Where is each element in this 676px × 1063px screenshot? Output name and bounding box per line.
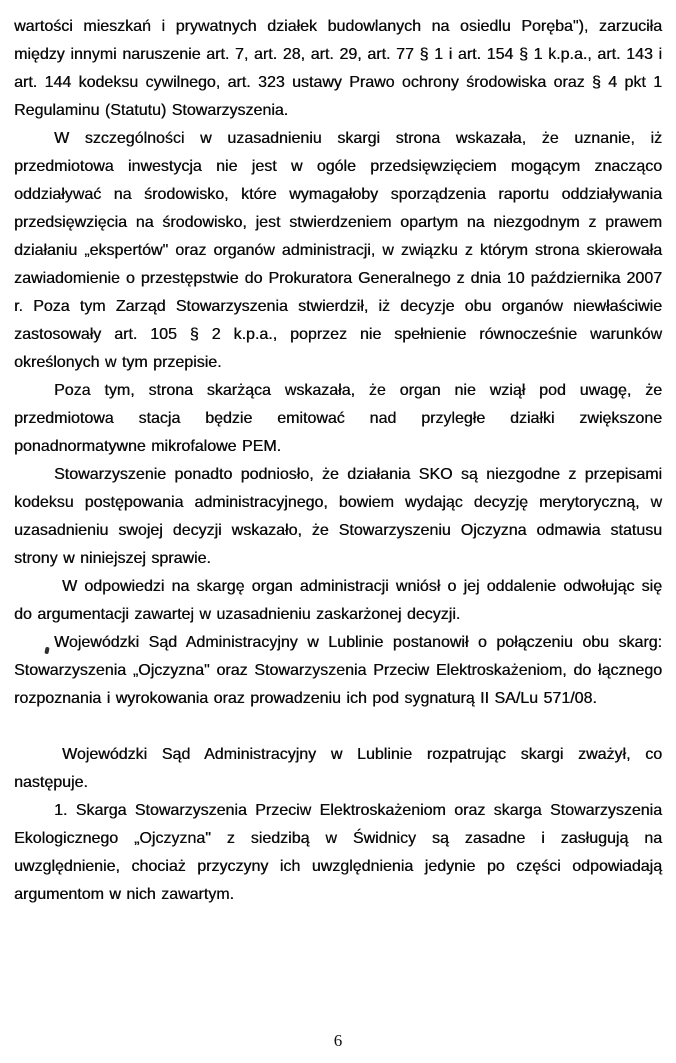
paragraph: Stowarzyszenie ponadto podniosło, że działania SKO są niezgodne z przepisami kodeksu postępowania administracyjnego, bowiem wydając decyzję merytoryczną, w uzasadnieniu swojej decyzji wskazało, że Stowarzyszeniu Ojczyzna odmawia statusu strony w niniejszej sprawie.: [14, 466, 662, 567]
page-number: 6: [333, 1031, 343, 1050]
paragraph-numbered-item-1: 1. Skarga Stowarzyszenia Przeciw Elektroskażeniom oraz skarga Stowarzyszenia Ekologicznego „Ojczyzna" z siedzibą w Świdnicy są zasadne i zasługują na uwzględnienie, chociaż przyczyny ich uwzględnienia jedynie po części odpowiadają argumentom w nich zawartym.: [14, 802, 662, 903]
judgment-body-text: [14, 13, 662, 909]
paragraph-court-considered: Wojewódzki Sąd Administracyjny w Lublinie rozpatrując skargi zważył, co następuje.: [14, 746, 662, 791]
paragraph: W odpowiedzi na skargę organ administracji wniósł o jej oddalenie odwołując się do argumentacji zawartej w uzasadnieniu zaskarżonej decyzji.: [14, 578, 662, 623]
paragraph: Wojewódzki Sąd Administracyjny w Lublinie postanowił o połączeniu obu skarg: Stowarzyszenia „Ojczyzna" oraz Stowarzyszenia Przeciw Elektroskażeniom, do łącznego rozpoznania i wyrokowania oraz prowadzeniu ich pod sygnaturą II SA/Lu 571/08.: [14, 634, 662, 707]
paragraph: W szczególności w uzasadnieniu skargi strona wskazała, że uznanie, iż przedmiotowa inwestycja nie jest w ogóle przedsięwzięciem mogącym znacząco oddziaływać na środowisko, które wymagałoby sporządzenia raportu oddziaływania przedsięwzięcia na środowisko, jest stwierdzeniem opartym na niezgodnym z prawem działaniu „ekspertów" oraz organów administracji, w związku z którym strona skierowała zawiadomienie o przestępstwie do Prokuratora Generalnego z dnia 10 października 2007 r. Poza tym Zarząd Stowarzyszenia stwierdził, iż decyzje obu organów niewłaściwie zastosowały art. 105 § 2 k.p.a., poprzez nie spełnienie równocześnie warunków określonych w tym przepisie.: [14, 130, 662, 371]
paragraph: Poza tym, strona skarżąca wskazała, że organ nie wziął pod uwagę, że przedmiotowa stacja będzie emitować nad przyległe działki zwiększone ponadnormatywne mikrofalowe PEM.: [14, 382, 662, 455]
paragraph-continuation: wartości mieszkań i prywatnych działek budowlanych na osiedlu Poręba"), zarzuciła między innymi naruszenie art. 7, art. 28, art. 29, art. 77 § 1 i art. 154 § 1 k.p.a., art. 143 i art. 144 kodeksu cywilnego, art. 323 ustawy Prawo ochrony środowiska oraz § 4 pkt 1 Regulaminu (Statutu) Stowarzyszenia.: [14, 18, 662, 119]
